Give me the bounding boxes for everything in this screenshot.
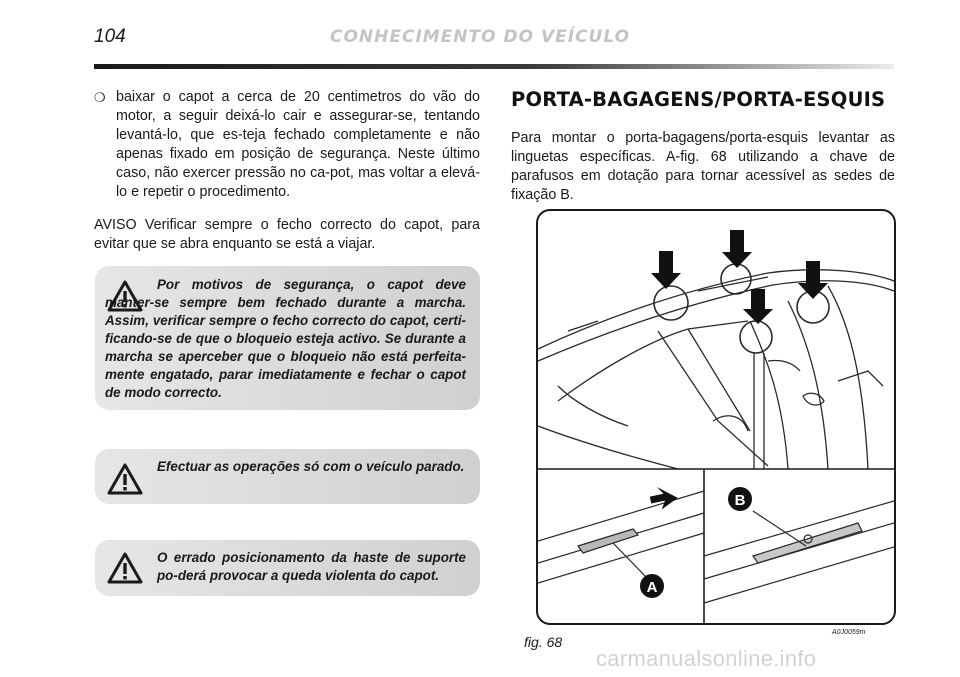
bullet-item: [94, 88, 480, 202]
down-arrow-icon: [798, 261, 828, 299]
figure-caption: fig. 68: [524, 634, 563, 650]
down-arrow-icon: [722, 230, 752, 268]
callout-a-label: A: [646, 579, 658, 596]
header-rule: [94, 64, 894, 69]
down-arrow-icon: [743, 289, 773, 324]
running-title: CONHECIMENTO DO VEÍCULO: [329, 27, 631, 47]
left-arrow-icon: [648, 483, 679, 511]
bullet-text: baixar o capot a cerca de 20 centimetros do vão do motor, a seguir deixá-lo cair e assegurar-se, tentando levantá-lo, que es-teja fechado completamente e não apenas fixado em posição de segurança. Neste último caso, não exercer pressão no ca-pot, mas voltar a elevá-lo e repetir o procedimento.: [116, 89, 480, 200]
warning-triangle-icon: [107, 463, 143, 495]
warning-triangle-icon: [107, 552, 143, 584]
roof-rack-illustration: [538, 211, 894, 623]
fixing-point-circle: [654, 286, 688, 320]
warning-text-3: O errado posicionamento da haste de suporte po-derá provocar a queda violenta do capot.: [157, 550, 466, 583]
watermark: carmanualsonline.info: [596, 646, 817, 671]
aviso-paragraph: AVISO Verificar sempre o fecho correcto do capot, para evitar que se abra enquanto se está a viajar.: [94, 217, 480, 252]
warning-text-1: Por motivos de segurança, o capot deve manter-se sempre bem fechado durante a marcha. Assim, verificar sempre o fecho correcto do capot, certi-ficando-se de que o bloqueio esteja activo. Se durante a marcha se aperceber que o bloqueio não está perfeita-mente engatado, parar imediatamente e fechar o capot de modo correcto.: [105, 277, 466, 400]
detail-panel-b: [704, 501, 894, 603]
fixing-point-circle: [740, 321, 772, 353]
warning-box-3: [95, 540, 480, 596]
circle-bullet-icon: ❍: [94, 90, 106, 105]
warning-box-2: [95, 449, 480, 504]
windshield-line: [558, 321, 748, 401]
door-line: [750, 321, 788, 469]
page-number: 104: [94, 26, 126, 47]
right-column: [511, 88, 895, 205]
figure-code: A0J0059m: [832, 629, 866, 636]
warning-text-2: Efectuar as operações só com o veículo parado.: [157, 459, 465, 474]
figure-68-frame: [536, 209, 896, 625]
down-arrow-icon: [651, 251, 681, 289]
section-paragraph: Para montar o porta-bagagens/porta-esquis levantar as linguetas específicas. A-fig. 68 utilizando a chave de parafusos em dotação para tornar acessível as sedes de fixação B.: [511, 130, 895, 203]
warning-box-1: [95, 266, 480, 410]
section-title: PORTA-BAGAGENS/PORTA-ESQUIS: [511, 88, 886, 111]
callout-b-label: B: [734, 492, 746, 509]
left-column: [94, 88, 480, 254]
fixing-point-circle: [721, 264, 751, 294]
detail-panel-a: [538, 491, 704, 583]
